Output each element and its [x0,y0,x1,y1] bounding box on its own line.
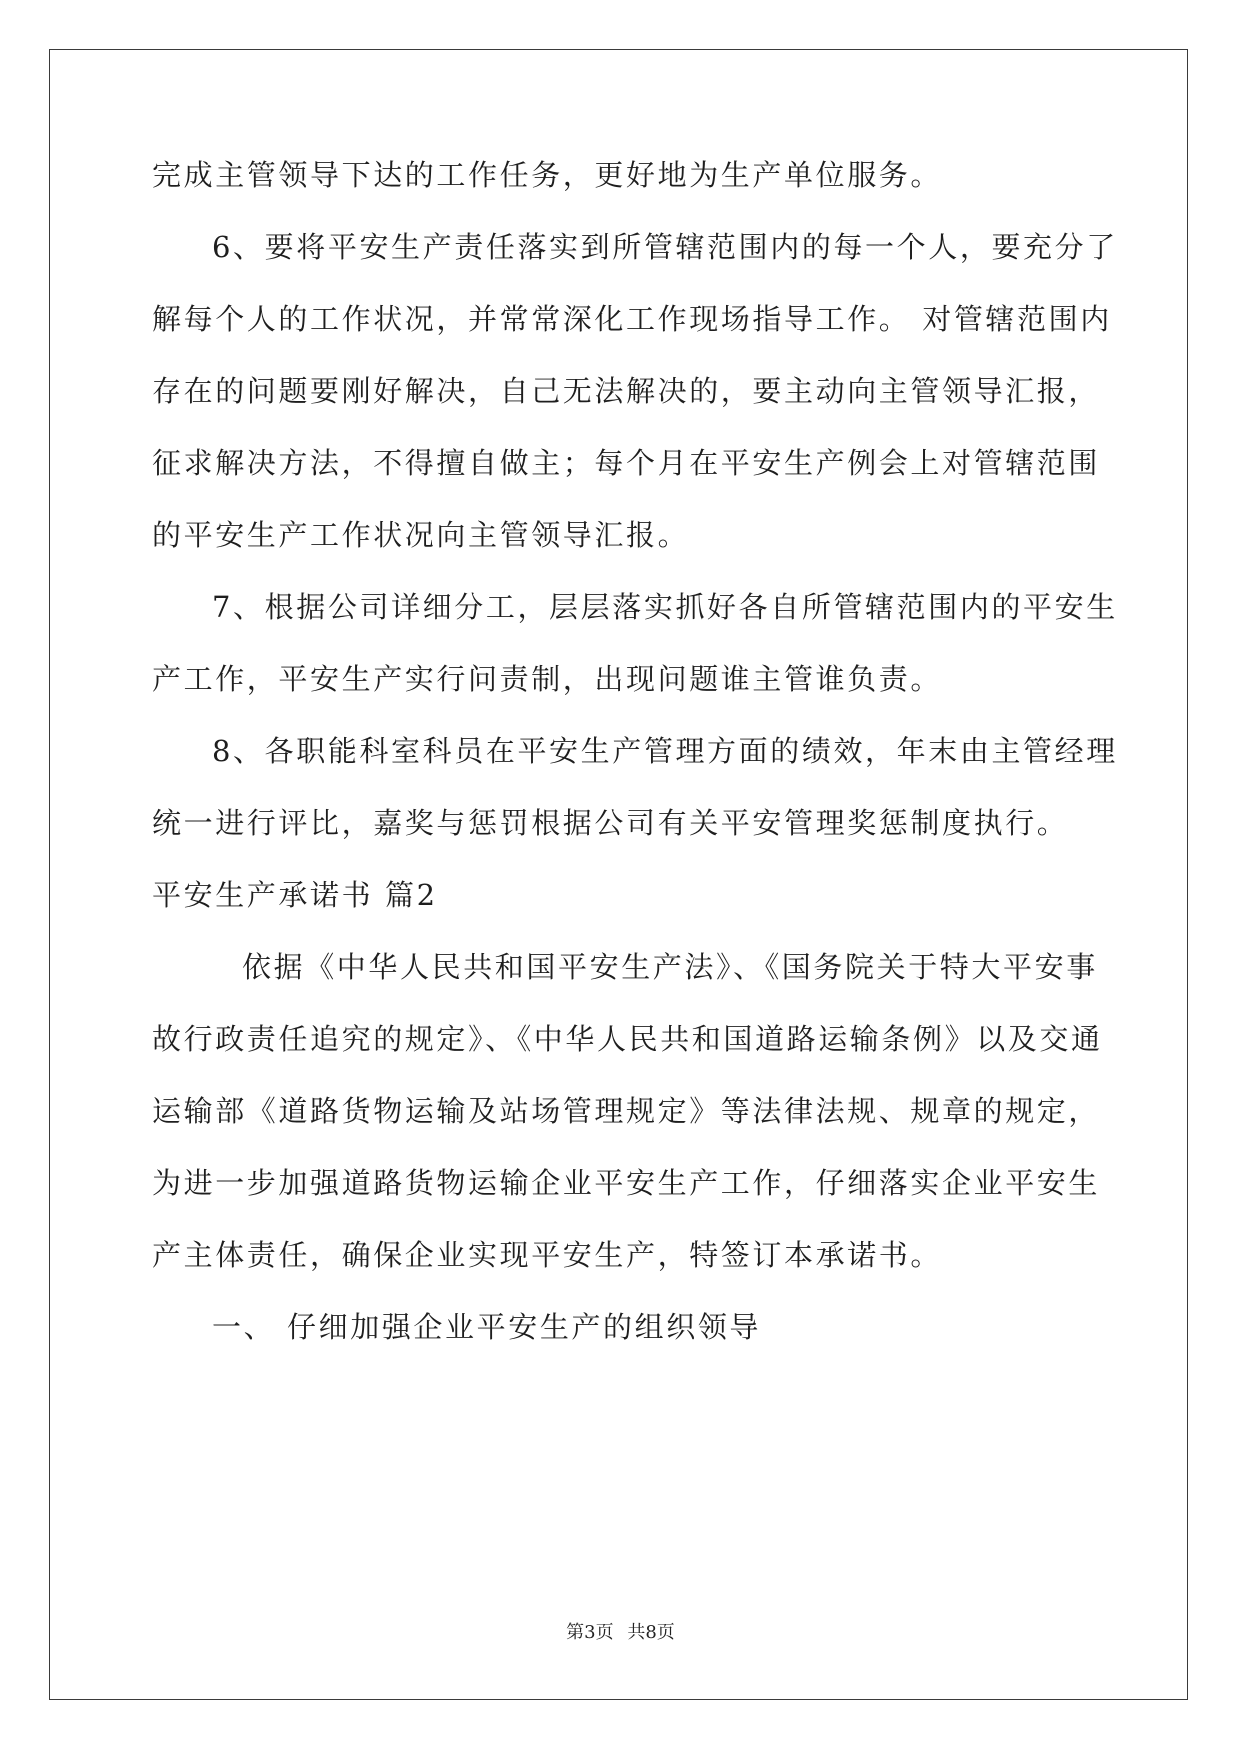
body-line: 征求解决方法，不得擅自做主；每个月在平安生产例会上对管辖范围 [152,446,1101,480]
page-number: 第3页 [566,1622,614,1643]
body-line: 产主体责任，确保企业实现平安生产，特签订本承诺书。 [152,1238,943,1272]
body-line: 6、要将平安生产责任落实到所管辖范围内的每一个人，要充分了 [212,230,1118,264]
body-line: 的平安生产工作状况向主管领导汇报。 [152,518,690,552]
body-line: 依据《中华人民共和国平安生产法》、《国务院关于特大平安事 [242,950,1098,984]
body-line: 运输部《道路货物运输及站场管理规定》等法律法规、规章的规定， [152,1094,1101,1128]
body-line: 为进一步加强道路货物运输企业平安生产工作，仔细落实企业平安生 [152,1166,1101,1200]
body-line: 8、各职能科室科员在平安生产管理方面的绩效，年末由主管经理 [212,734,1118,768]
body-line: 故行政责任追究的规定》、《中华人民共和国道路运输条例》以及交通 [152,1022,1103,1056]
body-line: 产工作，平安生产实行问责制，出现问题谁主管谁负责。 [152,662,943,696]
body-line: 解每个人的工作状况，并常常深化工作现场指导工作。 对管辖范围内 [152,302,1112,336]
body-line: 完成主管领导下达的工作任务，更好地为生产单位服务。 [152,158,943,192]
body-line: 7、根据公司详细分工，层层落实抓好各自所管辖范围内的平安生 [212,590,1118,624]
body-line: 存在的问题要刚好解决，自己无法解决的，要主动向主管领导汇报， [152,374,1101,408]
subsection-heading: 一、 仔细加强企业平安生产的组织领导 [212,1310,762,1344]
section-title: 平安生产承诺书 篇2 [152,878,438,912]
body-line: 统一进行评比，嘉奖与惩罚根据公司有关平安管理奖惩制度执行。 [152,806,1069,840]
page-total: 共8页 [627,1622,675,1643]
page-footer [0,1621,1241,1645]
